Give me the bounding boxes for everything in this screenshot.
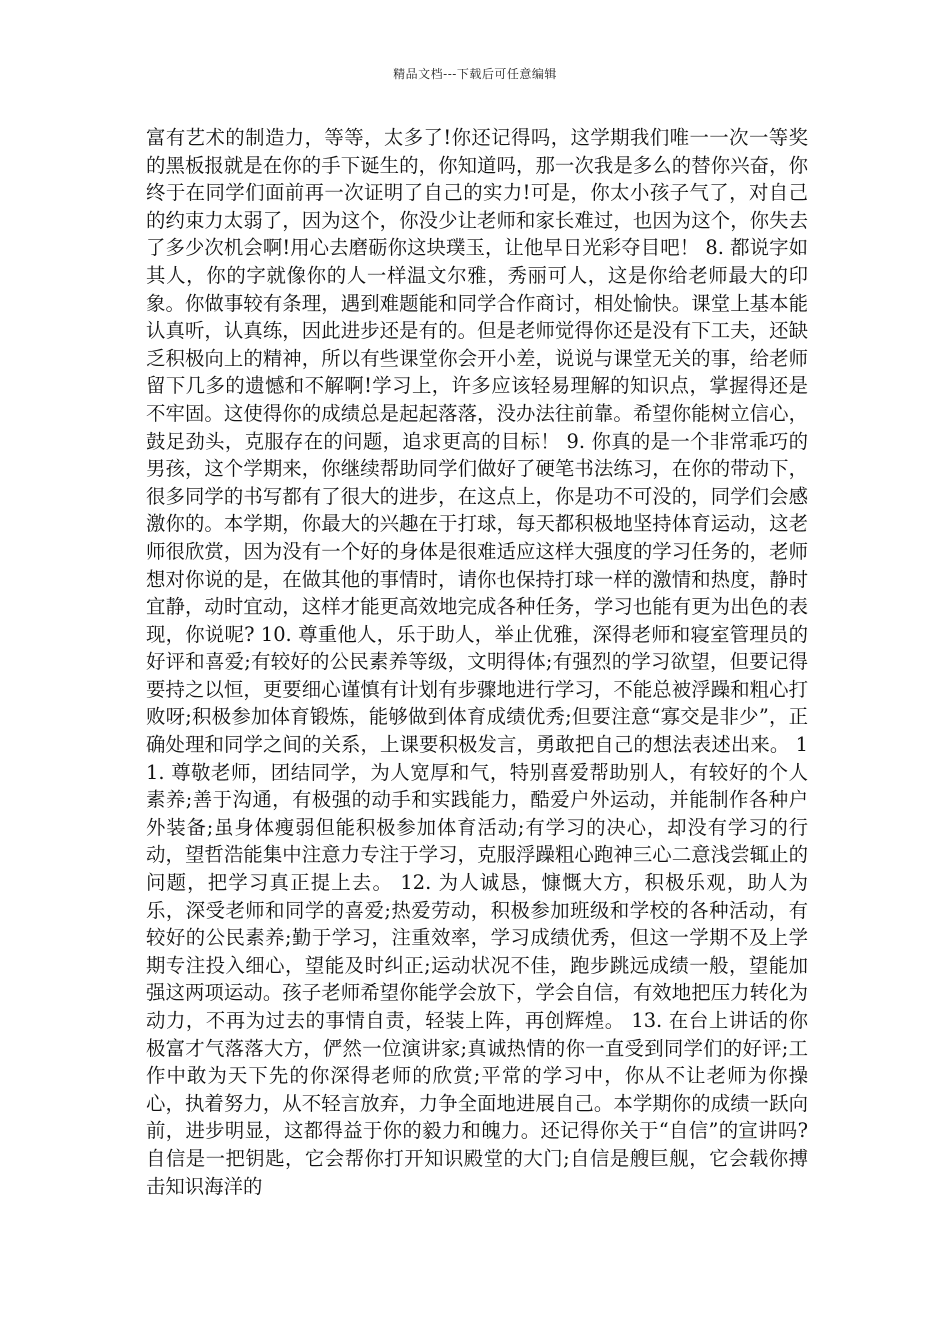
page-header: 精品文档---下载后可任意编辑	[393, 67, 557, 81]
body-paragraph: 富有艺术的制造力，等等，太多了!你还记得吗，这学期我们唯一一次一等奖的黑板报就是在你的手下诞生的，你知道吗，那一次我是多么的替你兴奋，你终于在同学们面前再一次证明了自己的实力!可是，你太小孩子气了，对自己的约束力太弱了，因为这个，你没少让老师和家长难过，也因为这个，你失去了多少次机会啊!用心去磨砺你这块璞玉，让他早日光彩夺目吧！ 8. 都说字如其人，你的字就像你的人一样温文尔雅，秀丽可人，这是你给老师最大的印象。你做事较有条理，遇到难题能和同学合作商讨，相处愉快。课堂上基本能认真听，认真练，因此进步还是有的。但是老师觉得你还是没有下工夫，还缺乏积极向上的精神，所以有些课堂你会开小差，说说与课堂无关的事，给老师留下几多的遗憾和不解啊!学习上，许多应该轻易理解的知识点，掌握得还是不牢固。这使得你的成绩总是起起落落，没办法往前靠。希望你能树立信心，鼓足劲头，克服存在的问题，追求更高的目标！ 9. 你真的是一个非常乖巧的男孩，这个学期来，你继续帮助同学们做好了硬笔书法练习，在你的带动下，很多同学的书写都有了很大的进步，在这点上，你是功不可没的，同学们会感激你的。本学期，你最大的兴趣在于打球，每天都积极地坚持体育运动，这老师很欣赏，因为没有一个好的身体是很难适应这样大强度的学习任务的，老师想对你说的是，在做其他的事情时，请你也保持打球一样的激情和热度，静时宜静，动时宜动，这样才能更高效地完成各种任务，学习也能有更为出色的表现，你说呢? 10. 尊重他人，乐于助人，举止优雅，深得老师和寝室管理员的好评和喜爱;有较好的公民素养等级，文明得体;有强烈的学习欲望，但要记得要持之以恒，更要细心谨慎有计划有步骤地进行学习，不能总被浮躁和粗心打败呀;积极参加体育锻炼，能够做到体育成绩优秀;但要注意“寡交是非少”，正确处理和同学之间的关系，上课要积极发言，勇敢把自己的想法表述出来。 11. 尊敬老师，团结同学，为人宽厚和气，特别喜爱帮助别人，有较好的个人素养;善于沟通，有极强的动手和实践能力，酷爱户外运动，并能制作各种户外装备;虽身体瘦弱但能积极参加体育活动;有学习的决心，却没有学习的行动，望哲浩能集中注意力专注于学习，克服浮躁粗心跑神三心二意浅尝辄止的问题，把学习真正提上去。 12. 为人诚恳，慷慨大方，积极乐观，助人为乐，深受老师和同学的喜爱;热爱劳动，积极参加班级和学校的各种活动，有较好的公民素养;勤于学习，注重效率，学习成绩优秀，但这一学期不及上学期专注投入细心，望能及时纠正;运动状况不佳，跑步跳远成绩一般，望能加强这两项运动。孩子老师希望你能学会放下，学会自信，有效地把压力转化为动力，不再为过去的事情自责，轻装上阵，再创辉煌。 13. 在台上讲话的你极富才气落落大方，俨然一位演讲家;真诚热情的你一直受到同学们的好评;工作中敢为天下先的你深得老师的欣赏;平常的学习中，你从不让老师为你操心，执着努力，从不轻言放弃，力争全面地进展自己。本学期你的成绩一跃向前，进步明显，这都得益于你的毅力和魄力。还记得你关于“自信”的宣讲吗?自信是一把钥匙，它会帮你打开知识殿堂的大门;自信是艘巨舰，它会载你搏击知识海洋的	[146, 126, 808, 1198]
